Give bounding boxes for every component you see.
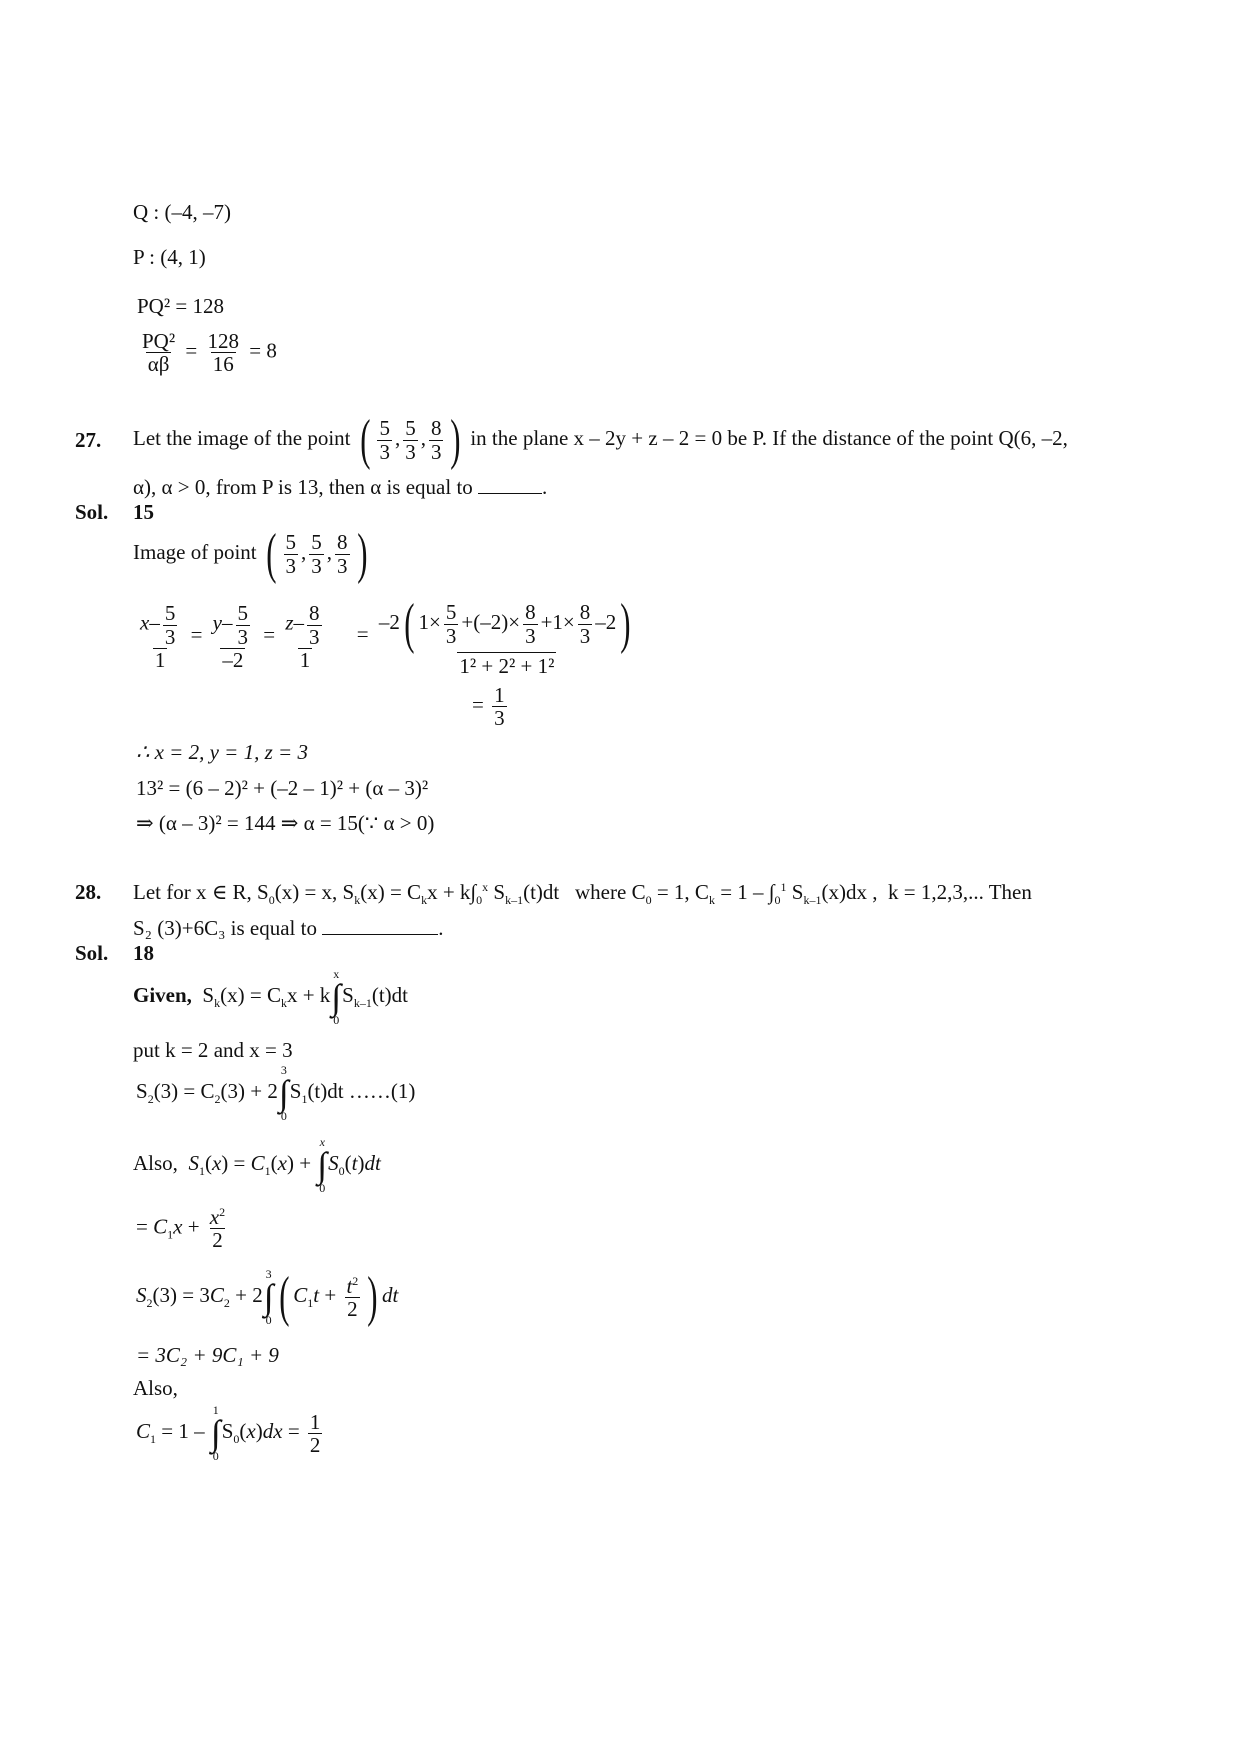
s1-equation: Also, $S_1(x) = C_1(x)$ + x ∫ 0 $S_0(t)dt$ bbox=[133, 1135, 381, 1196]
q28-text-then: k = 1,2,3,... Then bbox=[887, 880, 1032, 904]
q27-text-b: in the plane x – 2y + z – 2 = 0 be P. If the distance of the point Q(6, –2, bbox=[470, 425, 1068, 450]
x-term-denominator: 1 bbox=[154, 647, 166, 672]
z-term-num: 8 bbox=[309, 601, 320, 626]
q28-answer-blank bbox=[322, 918, 438, 935]
y-term-denominator: –2 bbox=[222, 647, 244, 672]
y-term-num: 5 bbox=[237, 601, 248, 626]
z-term-den: 3 bbox=[309, 624, 320, 649]
iop-z-den: 3 bbox=[337, 553, 348, 578]
x-term-fraction: x– $\frac{5}{3}$ 1 bbox=[140, 601, 176, 672]
y-term-fraction: y– $\frac{5}{3}$ –2 bbox=[212, 601, 248, 672]
q27-point-y-num: 5 bbox=[405, 416, 416, 441]
q28-line1: Let for x ∈ R, $S_0(x) = x$, $S_k(x) = C_kx + k\int_0^x$ $S_{k-1}(t)dt$ where $C_0 = 1$, $C_k = 1 - \int_0^1$ $S_{k-1}(x)dx$ , k = 1,2,3,... Then bbox=[133, 880, 1032, 908]
put-line bbox=[133, 1038, 293, 1063]
q27-image-of-point: Image of point ( $\frac{5}{3}$ , $\frac{5}{3}$ , $\frac{8}{3}$ ) bbox=[133, 523, 368, 585]
q28-text-b-end: . bbox=[438, 916, 444, 940]
iop-x-num: 5 bbox=[285, 530, 297, 555]
alpha-result-line: ⇒ (α – 3)² = 144 ⇒ α = 15(∵ α > 0) bbox=[136, 811, 435, 835]
thirteen-squared-line: 13² = (6 – 2)² + (–2 – 1)² + (α – 3)² bbox=[136, 776, 429, 800]
ratio-left-num: PQ² bbox=[142, 329, 176, 353]
s2-equation-1: $S_2(3) = C_2(3) + 2$ 3 ∫ 0 $S_1(t)dt$ ……(1) bbox=[136, 1063, 416, 1124]
pq-squared-line: PQ² = 128 bbox=[137, 294, 224, 318]
put-x: and x = 3 bbox=[213, 1038, 293, 1062]
q27-text-c: α), α > 0, from P is 13, then α is equal to bbox=[133, 475, 473, 499]
s1-result: = $C_1x$ + $\frac{x^2}{2}$ bbox=[136, 1205, 226, 1253]
ratio-result: = 8 bbox=[249, 338, 277, 363]
q27-line2 bbox=[133, 475, 547, 500]
c1-equation: $C_1 = 1$ – 1 ∫ 0 $S_0(x)dx$ = $\frac{1}{2}$ bbox=[136, 1403, 321, 1464]
iop-y-num: 5 bbox=[311, 530, 322, 555]
z-term-denominator: 1 bbox=[299, 647, 311, 672]
xyz-values-line: ∴ x = 2, y = 1, z = 3 bbox=[136, 740, 308, 764]
q27-point-z-den: 3 bbox=[430, 439, 442, 464]
p-point-line: P : (4, 1) bbox=[133, 245, 206, 269]
put-label: put bbox=[133, 1038, 160, 1062]
one-third-result: = $\frac{1}{3}$ bbox=[472, 683, 505, 731]
q27-text-c-end: . bbox=[542, 475, 548, 499]
one-third-num: 1 bbox=[494, 683, 505, 707]
distance-fraction: –2( 1× $\frac{5}{3}$ +(–2)× $\frac{8}{3}$ +1× $\frac{8}{3}$ –2) 1² + 2² + 1² bbox=[378, 593, 631, 678]
x-term-num: 5 bbox=[164, 601, 176, 626]
z-term-fraction: z– $\frac{8}{3}$ 1 bbox=[285, 601, 320, 672]
also-label-1: Also, bbox=[133, 1150, 178, 1175]
q27-number: 27. bbox=[75, 428, 102, 452]
q28-text-where: where C bbox=[575, 880, 646, 904]
one-third-den: 3 bbox=[494, 706, 505, 731]
ratio-right-den: 16 bbox=[212, 352, 234, 377]
iop-x-den: 3 bbox=[285, 553, 297, 578]
ratio-right-fraction bbox=[205, 330, 241, 375]
c1-num: 1 bbox=[309, 1409, 321, 1434]
distance-denominator: 1² + 2² + 1² bbox=[459, 654, 555, 678]
q28-number: 28. bbox=[75, 880, 102, 904]
y-term-den: 3 bbox=[237, 624, 248, 649]
q27-point-x-num: 5 bbox=[379, 416, 390, 441]
q27-sol-label: Sol. bbox=[75, 500, 109, 524]
ratio-left-den: αβ bbox=[147, 352, 170, 377]
q27-text-a: Let the image of the point bbox=[133, 425, 351, 450]
given-label: Given, bbox=[133, 982, 192, 1007]
pq-ratio-line: $\frac{\text{PQ²}}{\alpha\beta}$ = $\frac{128}{16}$ = 8 bbox=[142, 329, 277, 377]
iop-y-den: 3 bbox=[311, 553, 322, 578]
s2-result-line: = 3C₂ + 9C₁ + 9 bbox=[136, 1343, 279, 1367]
q27-line1: Let the image of the point ( $\frac{5}{3}$ , $\frac{5}{3}$ , $\frac{8}{3}$ ) in the plane x – 2y + z – 2 = 0 be P. If the distance of the point Q(6, –2, bbox=[133, 409, 1068, 471]
x-term-den: 3 bbox=[164, 624, 176, 649]
s2-integral-line: $S_2(3) = 3C_2 + 2$ 3 ∫ 0 ( $C_1t$ + $\frac{t^2}{2}$ ) dt bbox=[136, 1266, 399, 1329]
image-of-point-label: Image of point bbox=[133, 539, 257, 564]
answer-blank bbox=[478, 477, 542, 494]
q28-text-a: Let for x ∈ R, S bbox=[133, 880, 269, 904]
c1-den: 2 bbox=[309, 1432, 321, 1457]
q27-answer: 15 bbox=[133, 500, 154, 524]
ratio-left-fraction bbox=[140, 330, 177, 375]
equation-reference: ……(1) bbox=[348, 1078, 416, 1103]
iop-z-num: 8 bbox=[337, 530, 348, 555]
q27-point-z-num: 8 bbox=[430, 416, 442, 441]
q27-point-x-den: 3 bbox=[379, 439, 390, 464]
q27-point-y-den: 3 bbox=[405, 439, 416, 464]
put-k: k = 2 bbox=[165, 1038, 209, 1062]
q28-line2 bbox=[133, 916, 443, 941]
q-point-line: Q : (–4, –7) bbox=[133, 200, 231, 224]
ratio-right-num: 128 bbox=[207, 329, 239, 353]
also-label-2: Also, bbox=[133, 1376, 178, 1400]
q28-sol-label: Sol. bbox=[75, 941, 109, 965]
q27-image-equation: x– $\frac{5}{3}$ 1 = y– $\frac{5}{3}$ –2 = z– $\frac{8}{3}$ 1 = –2( 1× $\frac{5}{3}$ +(–2)× $\frac{8}{3}$ +1× $\frac{8}{3}$ –2) 1² + 2² + 1² bbox=[135, 596, 640, 677]
q28-text-b: S₂ (3)+6C₃ is equal to bbox=[133, 916, 317, 940]
given-line: Given, $S_k(x) = C_kx + k$ x ∫ 0 $S_{k-1}(t)dt$ bbox=[133, 967, 409, 1028]
q28-answer: 18 bbox=[133, 941, 154, 965]
